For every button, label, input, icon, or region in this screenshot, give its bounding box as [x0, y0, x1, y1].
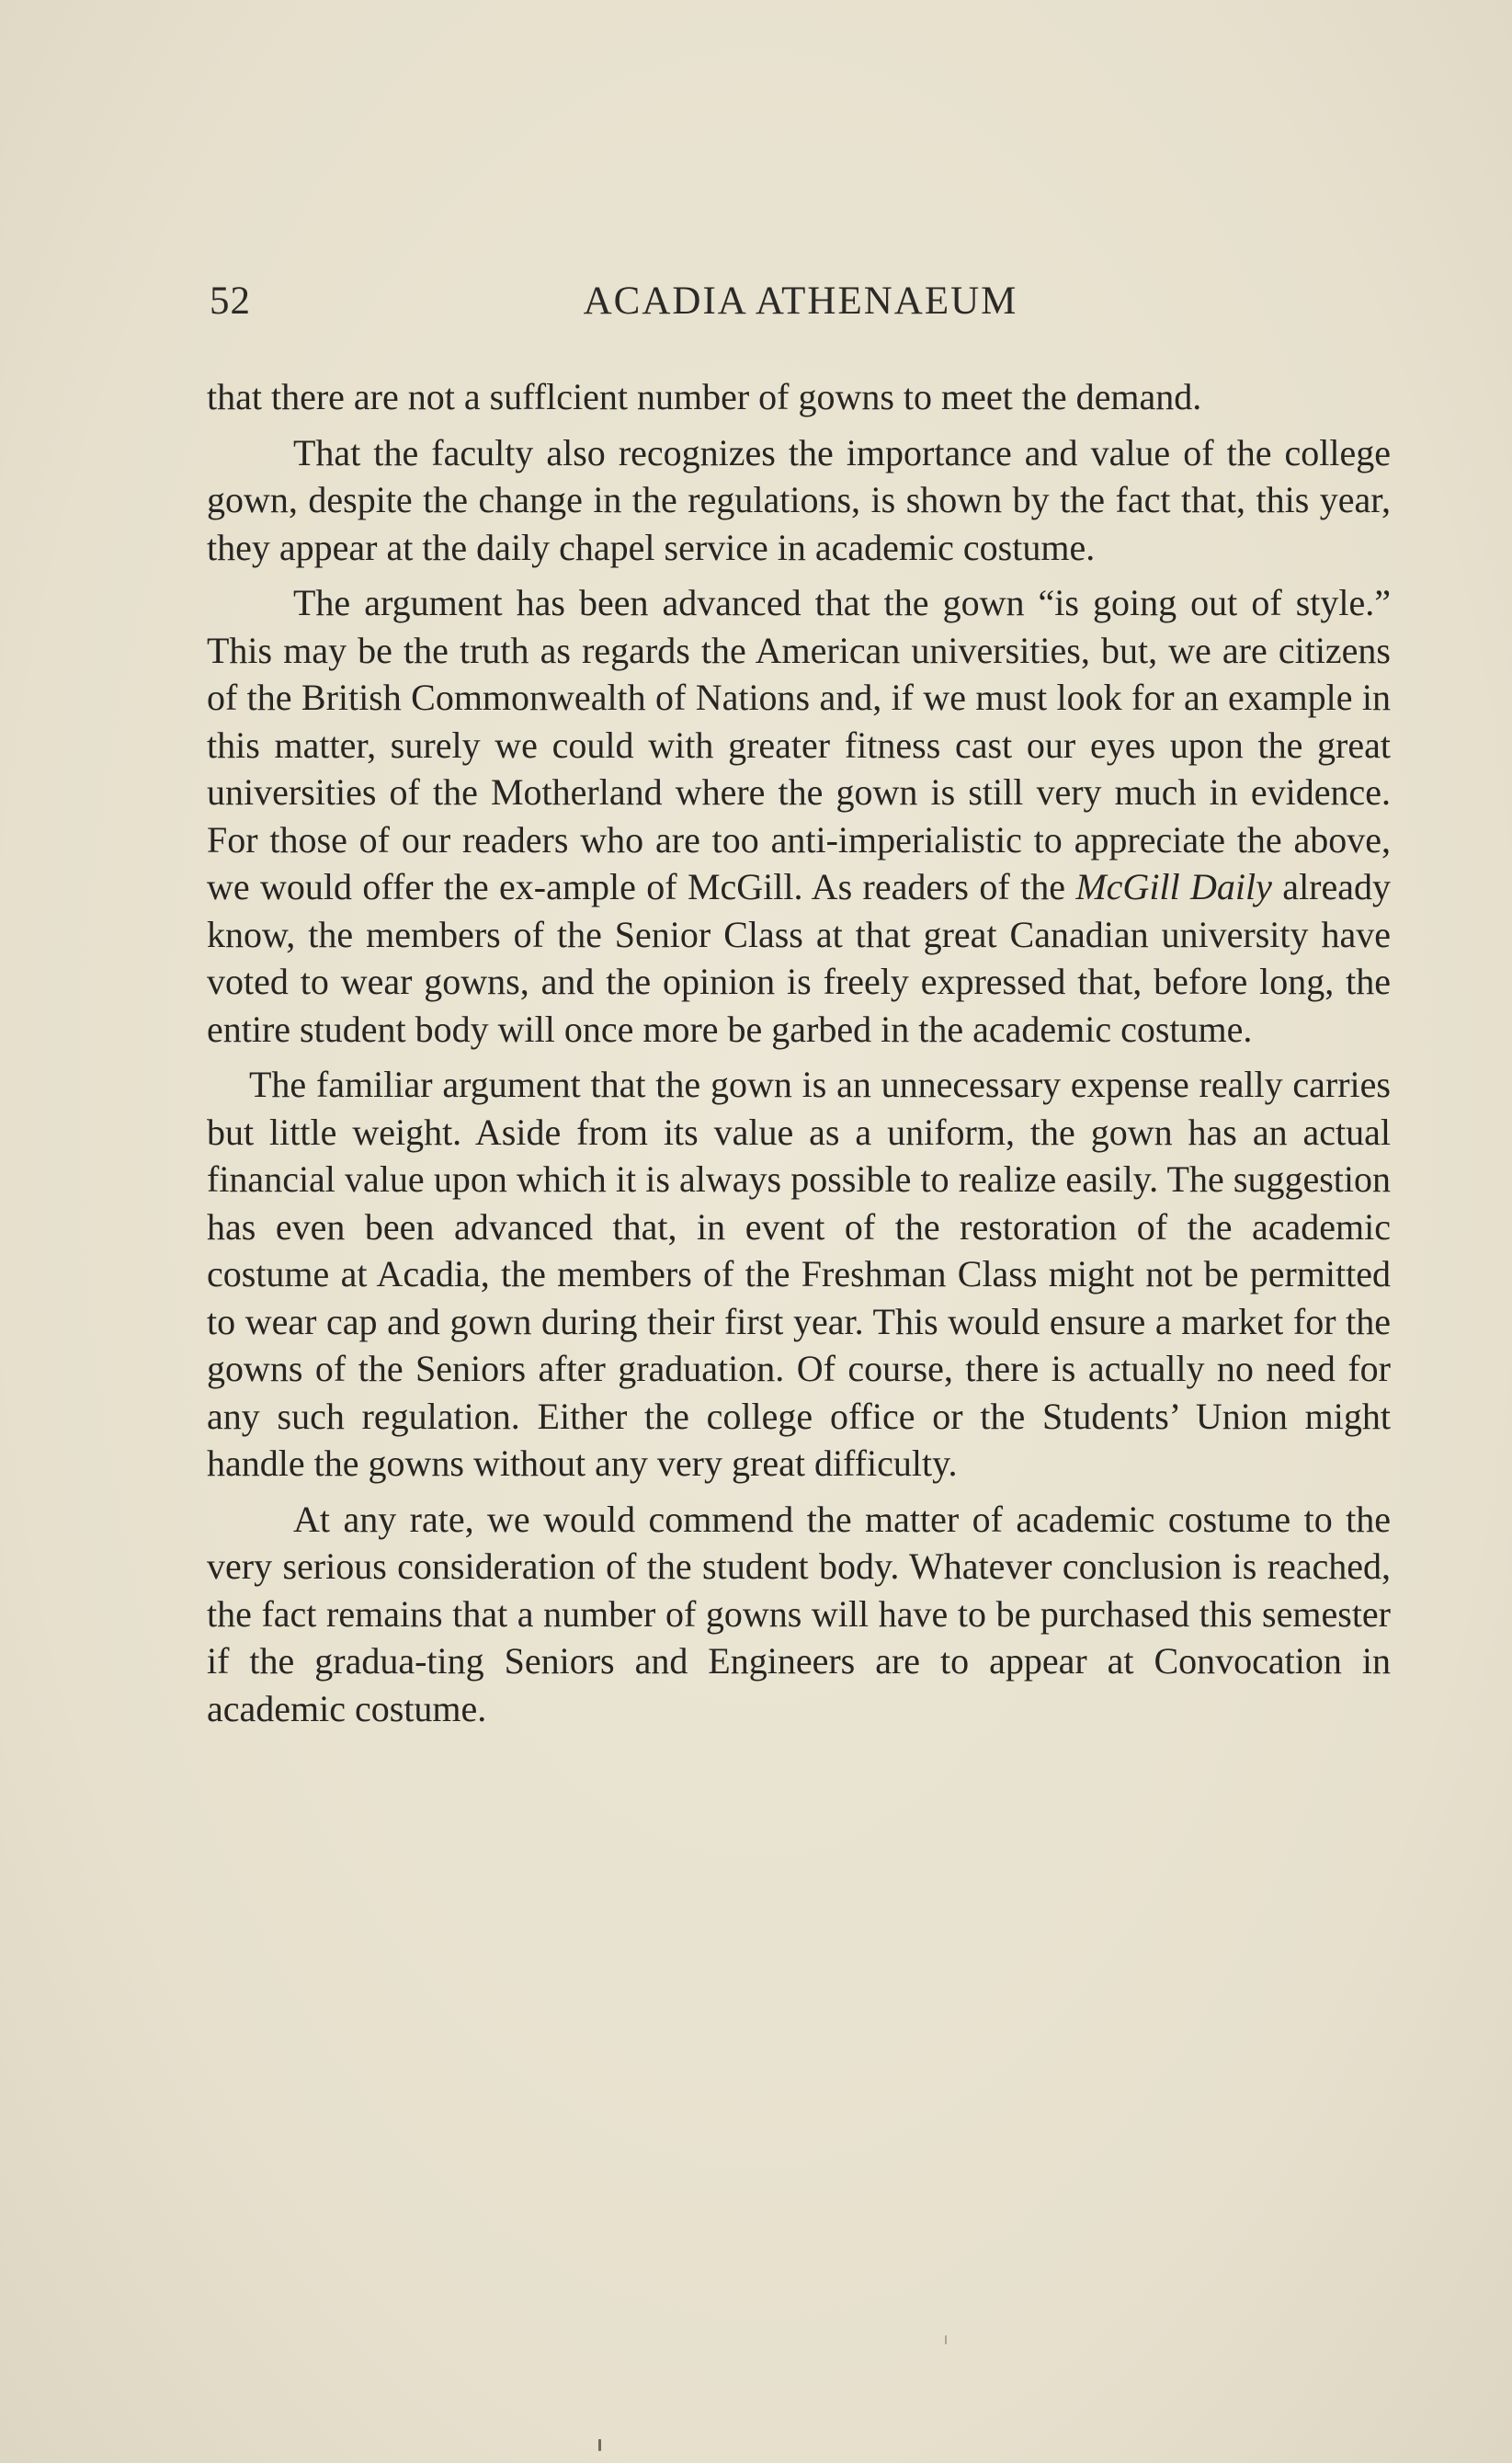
paragraph-3	[207, 579, 1391, 1053]
paragraph-5: At any rate, we would commend the matter of academic costume to the very serious consideration of the student body. Whatever conclusion is reached, the fact remains that a number of gowns will have to be purchased this semester if the gradua-ting Seniors and Engineers are to appear at Convocation in academic costume.	[207, 1498, 1391, 1729]
page-header	[210, 279, 1392, 334]
paragraph-2: That the faculty also recognizes the importance and value of the college gown, despite the change in the regulations, is shown by the fact that, this year, they appear at the daily chapel service in academic costume.	[207, 431, 1391, 568]
paragraph-3-text-after: already know, the members of the Senior Class at that great Canadian university have voted to wear gowns, and the opinion is freely expressed that, before long, the entire student body will once more be garbed in the academic costume.	[207, 866, 1392, 1050]
print-speck	[945, 2335, 947, 2344]
newspaper-title: McGill Daily	[1075, 866, 1272, 907]
paragraph-1: that there are not a sufflcient number of gowns to meet the demand.	[207, 376, 1202, 417]
running-head: ACADIA ATHENAEUM	[583, 279, 1018, 323]
page-number: 52	[210, 279, 251, 323]
paragraph-3-text: The argument has been advanced that the gown “is going out of style.” This may be the truth as regards the American universities, but, we are citizens of the British Commonwealth of Nations and, if we must look for an example in this matter, surely we could with greater fitness cast our eyes upon the great universities of the Motherland where the gown is still very much in evidence. For those of our readers who are too anti-imperialistic to appreciate the above, we would offer the ex-ample of McGill. As readers of the	[207, 582, 1391, 907]
article-body	[207, 373, 1391, 1740]
paragraph-4: The familiar argument that the gown is an unnecessary expense really carries but little weight. Aside from its value as a uniform, the gown has an actual financial value upon which it is always possible to realize easily. The suggestion has even been advanced that, in event of the restoration of the academic costume at Acadia, the members of the Freshman Class might not be permitted to wear cap and gown during their first year. This would ensure a market for the gowns of the Seniors after graduation. Of course, there is actually no need for any such regulation. Either the college office or the Students’ Union might handle the gowns without any very great difficulty.	[207, 1064, 1391, 1484]
print-speck	[598, 2439, 601, 2451]
